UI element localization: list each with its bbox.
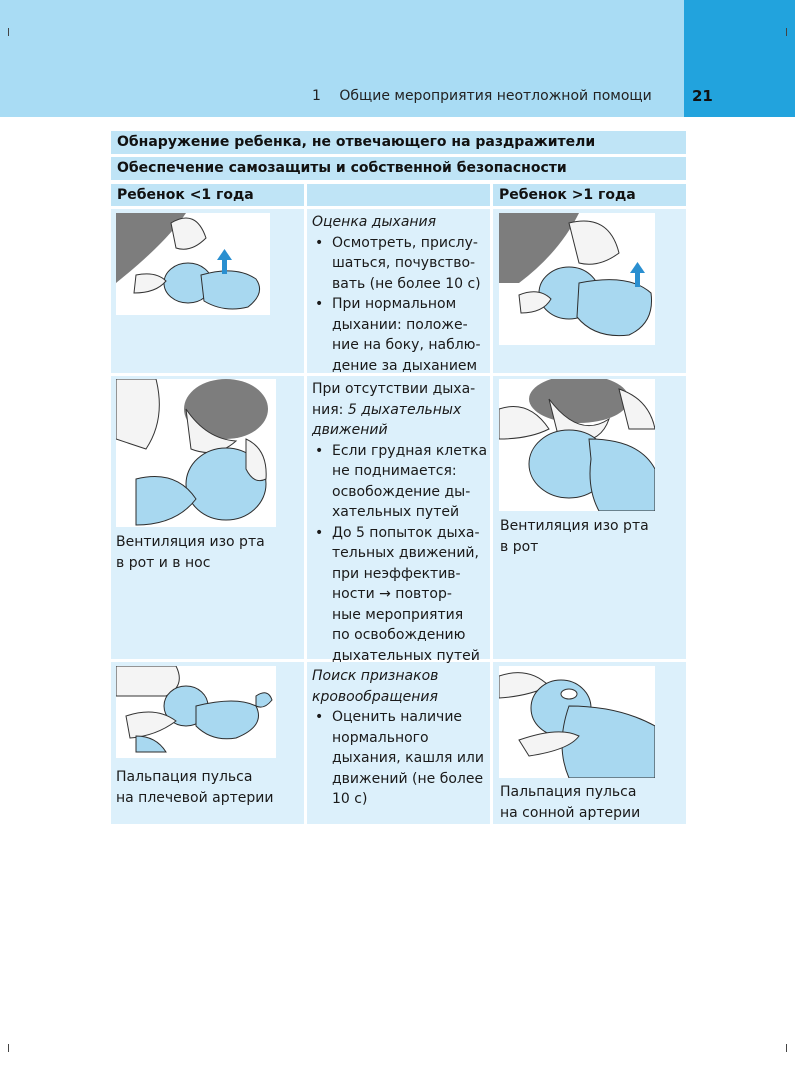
list-line: тельных движений,	[332, 545, 479, 561]
infant-breathing-check-illustration	[116, 213, 270, 315]
caption-line: в рот и в нос	[116, 555, 211, 571]
no-breathing-intro-line-2	[312, 400, 490, 421]
crop-mark	[786, 1044, 787, 1052]
caption-line: Пальпация пульса	[500, 784, 637, 800]
list-line: не поднимается:	[332, 463, 457, 479]
list-line: при неэффектив-	[332, 565, 461, 582]
table-title-2: Обеспечение самозащиты и собственной безопасности	[111, 157, 686, 180]
col-header-mid	[307, 184, 490, 206]
caption-line: Вентиляция изо рта	[500, 518, 649, 534]
list-line: нормального	[332, 729, 429, 746]
list-line: Осмотреть, прислу-	[332, 234, 478, 251]
list-line: 10 с)	[332, 791, 368, 807]
caption-line: Пальпация пульса	[116, 769, 253, 785]
list-item: • Осмотреть, прислу- шаться, почувство- вать (не более 10 с)	[312, 233, 490, 295]
list-line: ности → повтор-	[332, 586, 452, 602]
list-line: дыхании: положе-	[332, 316, 468, 333]
infant-brachial-pulse-illustration	[116, 666, 276, 758]
child-ventilation-caption	[500, 516, 649, 558]
list-line: Если грудная клетка	[332, 442, 488, 459]
circulation-heading-line-2: кровообращения	[312, 688, 438, 705]
carotid-pulse-caption	[500, 782, 640, 824]
breathing-assessment-heading: Оценка дыхания	[312, 214, 437, 230]
list-line: движений (не более	[332, 770, 484, 787]
list-line: дение за дыханием	[332, 357, 478, 374]
child-carotid-pulse-illustration	[499, 666, 655, 778]
list-line: освобождение ды-	[332, 483, 471, 500]
no-breathing-intro-line-1: При отсутствии дыха-	[312, 381, 476, 397]
child-mouth-to-mouth-illustration	[499, 379, 655, 511]
crop-mark	[8, 1044, 9, 1052]
list-line: При нормальном	[332, 296, 457, 312]
no-breathing-intro-line-3: движений	[312, 422, 388, 438]
list-line: дыхания, кашля или	[332, 750, 484, 766]
brachial-pulse-caption	[116, 767, 273, 809]
table-title-1: Обнаружение ребенка, не отвечающего на раздражители	[111, 131, 686, 154]
infant-mouth-to-mouth-nose-illustration	[116, 379, 276, 527]
caption-line: Вентиляция изо рта	[116, 534, 265, 550]
chapter-title: Общие мероприятия неотложной помощи	[339, 88, 652, 104]
list-item: • При нормальном дыхании: положе- ние на боку, наблю- дение за дыханием	[312, 294, 490, 376]
list-line: по освобождению	[332, 627, 466, 643]
list-line: До 5 попыток дыха-	[332, 524, 480, 541]
page-number: 21	[692, 87, 713, 105]
list-line: шаться, почувство-	[332, 255, 476, 271]
caption-line: на сонной артерии	[500, 805, 641, 821]
list-line: ние на боку, наблю-	[332, 337, 481, 353]
crop-mark	[786, 28, 787, 36]
running-head	[312, 88, 652, 104]
child-breathing-check-illustration	[499, 213, 655, 345]
list-line: дыхательных путей	[332, 647, 480, 664]
list-line: ные мероприятия	[332, 606, 464, 623]
list-item: • До 5 попыток дыха- тельных движений, при неэффектив- ности → повтор- ные мероприятия по освобождению дыхательных путей	[312, 523, 490, 667]
col-header-under-1: Ребенок <1 года	[111, 184, 304, 206]
crop-mark	[8, 28, 9, 36]
row1-mid-text	[312, 212, 490, 376]
list-line: хательных путей	[332, 504, 460, 520]
list-item: • Оценить наличие нормального дыхания, кашля или движений (не более 10 с)	[312, 707, 490, 810]
caption-line: в рот	[500, 539, 539, 555]
list-line: вать (не более 10 с)	[332, 275, 481, 292]
chapter-number: 1	[312, 88, 321, 104]
row3-mid-text	[312, 666, 490, 810]
list-line: Оценить наличие	[332, 709, 463, 725]
list-item: • Если грудная клетка не поднимается: освобождение ды- хательных путей	[312, 441, 490, 523]
infant-ventilation-caption	[116, 532, 265, 574]
intro-italic: 5 дыхательных	[347, 401, 462, 418]
caption-line: на плечевой артерии	[116, 790, 274, 806]
row2-mid-text	[312, 379, 490, 666]
intro-plain: ния:	[312, 401, 348, 418]
col-header-over-1: Ребенок >1 года	[493, 184, 686, 206]
circulation-heading-line-1: Поиск признаков	[312, 668, 439, 684]
